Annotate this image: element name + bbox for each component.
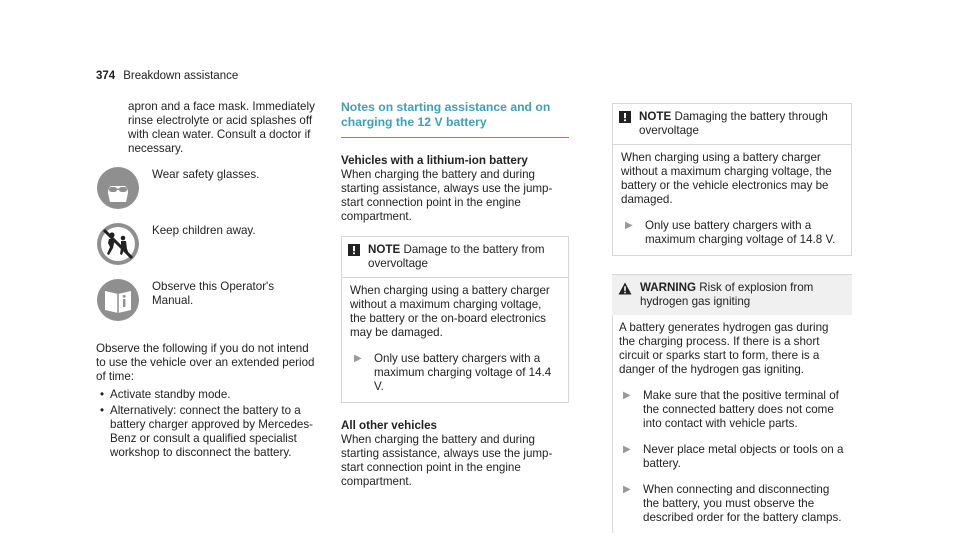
- action-arrow-icon: ▶: [623, 444, 631, 455]
- note-body-text: When charging using a battery charger without a maximum charging voltage, the battery or the on-board electronics may be damaged.: [350, 284, 550, 339]
- sub-heading: Vehicles with a lithium-ion battery: [341, 154, 528, 167]
- note-label: NOTE: [368, 243, 401, 256]
- action-item: [621, 219, 843, 247]
- warning-header: [612, 275, 852, 315]
- action-arrow-icon: ▶: [354, 353, 362, 364]
- column-middle: [341, 100, 569, 489]
- warning-title-text: Risk of explosion from hydrogen gas igniting: [640, 281, 814, 308]
- warning-title: [640, 281, 844, 309]
- intro-paragraph: Observe the following if you do not intend to use the vehicle over an extended period of time:: [96, 342, 315, 383]
- pictogram-row: [96, 166, 318, 210]
- action-item: [350, 352, 560, 394]
- column-left: [96, 100, 318, 462]
- action-arrow-icon: ▶: [623, 484, 631, 495]
- action-text: Only use battery chargers with a maximum charging voltage of 14.8 V.: [645, 219, 836, 246]
- warning-label: WARNING: [640, 281, 697, 294]
- note-body: [342, 278, 568, 402]
- action-item: [619, 483, 844, 525]
- pictogram-text: Wear safety glasses.: [152, 168, 260, 181]
- note-exclamation-icon: [348, 244, 360, 256]
- other-vehicles-block: [341, 419, 569, 489]
- note-label: NOTE: [639, 110, 672, 123]
- warning-box: [612, 274, 852, 533]
- warning-body: [612, 315, 852, 533]
- body-text: When charging the battery and during starting assistance, always use the jump-start connection point in the engine compartment.: [341, 433, 553, 488]
- keep-children-away-icon: [96, 222, 140, 266]
- lithium-block: [341, 154, 569, 224]
- note-body: [613, 145, 851, 255]
- action-text: Only use battery chargers with a maximum charging voltage of 14.4 V.: [374, 352, 552, 393]
- note-header: [342, 237, 568, 278]
- pictogram-text: Observe this Operator's Manual.: [152, 280, 275, 307]
- action-text: When connecting and disconnecting the battery, you must observe the described order for the battery clamps.: [643, 483, 842, 524]
- note-title-text: Damage to the battery from overvoltage: [368, 243, 545, 270]
- warning-body-text: A battery generates hydrogen gas during the charging process. If there is a short circuit or sparks start to form, there is a danger of the hydrogen gas igniting.: [619, 321, 829, 376]
- section-heading: Notes on starting assistance and on charging the 12 V battery: [341, 100, 569, 138]
- note-title: [368, 243, 560, 271]
- bullet-item: • Alternatively: connect the battery to a battery charger approved by Mercedes-Benz or consult a qualified specialist workshop to disconnect the battery.: [96, 404, 318, 460]
- bullet-item: • Activate standby mode.: [96, 388, 318, 402]
- pictogram-text: Keep children away.: [152, 224, 256, 237]
- page-header: [96, 70, 238, 82]
- page-number: 374: [96, 70, 116, 82]
- action-text: Never place metal objects or tools on a battery.: [643, 443, 844, 470]
- action-arrow-icon: ▶: [625, 220, 633, 231]
- sub-heading: All other vehicles: [341, 419, 438, 432]
- note-body-text: When charging using a battery charger without a maximum charging voltage, the battery or the vehicle electronics may be damaged.: [621, 151, 832, 206]
- action-item: [619, 443, 844, 471]
- action-item: [619, 389, 844, 431]
- action-arrow-icon: ▶: [623, 390, 631, 401]
- note-title: [639, 110, 843, 138]
- pictogram-row: [96, 278, 318, 322]
- note-title-text: Damaging the battery through overvoltage: [639, 110, 828, 137]
- pictogram-row: [96, 222, 318, 266]
- safety-glasses-icon: [96, 166, 140, 210]
- note-box: [341, 236, 569, 403]
- column-right: [612, 100, 852, 549]
- warning-triangle-icon: [618, 282, 632, 295]
- action-text: Make sure that the positive terminal of the connected battery does not come into contact with vehicle parts.: [643, 389, 839, 430]
- section-title: Breakdown assistance: [123, 70, 239, 82]
- note-exclamation-icon: [619, 111, 631, 123]
- continuation-text: apron and a face mask. Immediately rinse electrolyte or acid splashes off with clean water. Consult a doctor if necessary.: [128, 100, 315, 155]
- note-header: [613, 104, 851, 145]
- operators-manual-icon: [96, 278, 140, 322]
- body-text: When charging the battery and during starting assistance, always use the jump-start connection point in the engine compartment.: [341, 168, 553, 223]
- bullet-list: [96, 388, 318, 460]
- note-box: [612, 103, 852, 256]
